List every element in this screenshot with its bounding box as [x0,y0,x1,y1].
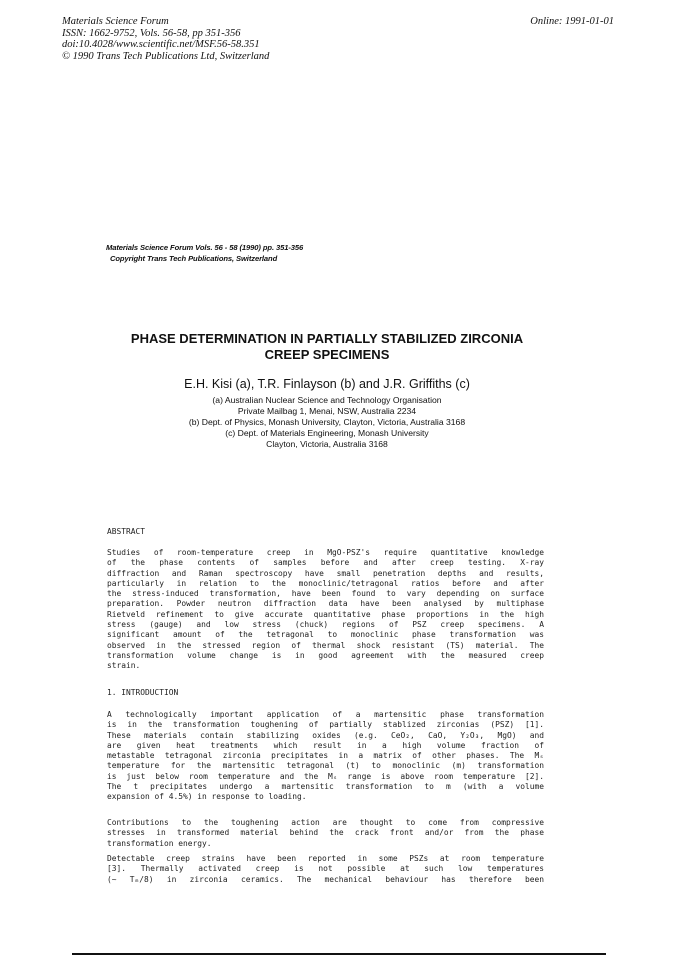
affiliation-line: (b) Dept. of Physics, Monash University, Clayton, Victoria, Australia 3168 [188,417,466,427]
title-line: PHASE DETERMINATION IN PARTIALLY STABILIZED ZIRCONIA [130,331,524,346]
text-line: [3]. Thermally activated creep is not possible at such low temperatures [107,864,544,874]
citation-line: Materials Science Forum Vols. 56 - 58 (1990) pp. 351-356 [106,243,304,252]
intro-paragraph-1 [107,710,544,803]
text-line: stress (gauge) and low stress (chuck) regions of PSZ creep specimens. A [107,620,544,630]
affiliation-line: (a) Australian Nuclear Science and Technology Organisation [212,395,442,405]
text-line: Contributions to the toughening action are thought to come from compressive [107,818,544,827]
affiliations [0,395,654,450]
intro-paragraph-2 [107,818,544,849]
journal-name: Materials Science Forum [62,16,169,27]
affiliation-line: Private Mailbag 1, Menai, NSW, Australia 2234 [237,406,417,416]
text-line: Studies of room-temperature creep in MgO-PSZ's require quantitative knowledge [107,548,544,557]
copyright-notice: Copyright Trans Tech Publications, Switzerland [110,254,278,263]
text-line: temperature for the martensitic tetragonal (t) to monoclinic (m) transformation [107,761,544,771]
text-line: metastable tetragonal zirconia precipitates in a matrix of other phases. The Mₛ [107,751,544,761]
text-line: expansion of 4.5%) in response to loading. [107,792,307,802]
text-line: the stress-induced transformation, have been found to vary depending on surface [107,589,544,599]
text-line: strain. [107,661,141,671]
text-line: stresses in transformed material behind the crack front and/or from the phase [107,828,544,838]
text-line: is just below room temperature and the Mₛ range is above room temperature [2]. [107,771,544,781]
text-line: A technologically important application of a martensitic phase transformation [107,710,544,719]
issn-line: ISSN: 1662-9752, Vols. 56-58, pp 351-356 [62,27,241,39]
journal-header [62,16,269,62]
citation-block [106,242,303,264]
text-line: particularly in relation to the monoclinic/tetragonal ratios before and after [107,578,544,588]
text-line: transformation energy. [107,838,212,848]
text-line: Detectable creep strains have been reported in some PSZs at room temperature [107,854,544,863]
text-line: Rietveld refinement to give accurate quantitative phase proportions in the high [107,609,544,619]
abstract-heading: ABSTRACT [107,527,146,536]
text-line: (~ Tₘ/8) in zirconia ceramics. The mechanical behaviour has therefore been [107,874,544,884]
author-list: E.H. Kisi (a), T.R. Finlayson (b) and J.R. Griffiths (c) [184,377,470,391]
text-line: is in the transformation toughening of partially stablized zirconias (PSZ) [1]. [107,720,544,730]
text-line: The t precipitates undergo a martensitic transformation to m (with a volume [107,782,544,792]
introduction-heading: 1. INTRODUCTION [107,688,179,697]
abstract-text [107,548,544,672]
text-line: diffraction and Raman spectroscopy have small penetration depths and results, [107,568,544,578]
copyright-line: © 1990 Trans Tech Publications Ltd, Switzerland [62,50,270,62]
online-date: Online: 1991-01-01 [530,16,614,27]
affiliation-line: Clayton, Victoria, Australia 3168 [266,439,388,449]
text-line: These materials contain stabilizing oxides (e.g. CeO₂, CaO, Y₂O₃, MgO) and [107,730,544,740]
text-line: transformation volume change is in good agreement with the measured creep [107,650,544,660]
text-line: are given heat treatments which result in a high volume fraction of [107,740,544,750]
text-line: observed in the stressed region of thermal shock resistant (TS) material. The [107,640,544,650]
page-bottom-rule [72,953,606,955]
text-line: of the phase contents of samples before and after creep testing. X-ray [107,558,544,568]
text-line: significant amount of the tetragonal to monoclinic phase transformation was [107,630,544,640]
intro-paragraph-3 [107,854,544,885]
paper-title [0,331,654,363]
doi-line: doi:10.4028/www.scientific.net/MSF.56-58.351 [62,39,260,50]
text-line: preparation. Powder neutron diffraction data have been analysed by multiphase [107,599,544,609]
title-line: CREEP SPECIMENS [264,347,390,362]
affiliation-line: (c) Dept. of Materials Engineering, Monash University [225,428,429,438]
